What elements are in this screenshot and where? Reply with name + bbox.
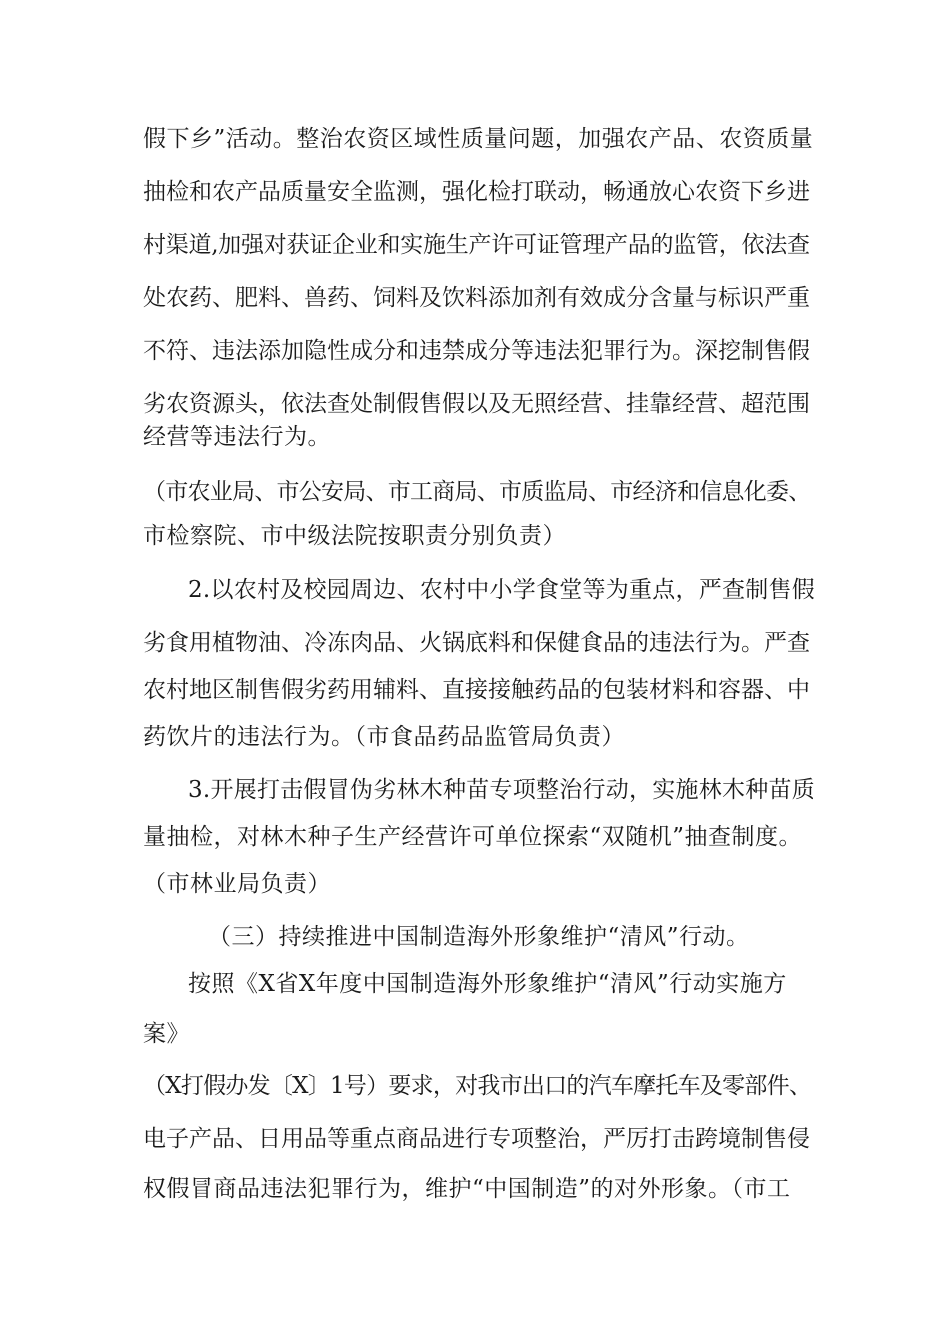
text-line: 电子产品、日用品等重点商品进行专项整治，严厉打击跨境制售侵: [143, 1126, 810, 1152]
text-line: 量抽检，对林木种子生产经营许可单位探索“双随机”抽查制度。: [143, 824, 803, 850]
text-line: （X打假办发〔X〕1号）要求，对我市出口的汽车摩托车及零部件、: [143, 1073, 812, 1099]
text-line: 村渠道,加强对获证企业和实施生产许可证管理产品的监管，依法查: [143, 232, 810, 258]
text-line: （市农业局、市公安局、市工商局、市质监局、市经济和信息化委、: [143, 479, 811, 505]
section-heading: （三）持续推进中国制造海外形象维护“清风”行动。: [208, 924, 750, 950]
text-line: 经营等违法行为。: [143, 424, 331, 450]
text-line: 案》: [143, 1021, 190, 1047]
list-item-2: 2.以农村及校园周边、农村中小学食堂等为重点，严查制售假: [188, 577, 815, 603]
text-line: （市林业局负责）: [143, 871, 331, 897]
text-line: 农村地区制售假劣药用辅料、直接接触药品的包装材料和容器、中: [143, 677, 810, 703]
text-line: 药饮片的违法行为。（市食品药品监管局负责）: [143, 724, 625, 750]
text-line: 处农药、肥料、兽药、饲料及饮料添加剂有效成分含量与标识严重: [143, 285, 810, 311]
text-line: 权假冒商品违法犯罪行为，维护“中国制造”的对外形象。（市工: [143, 1176, 791, 1202]
list-item-3: 3.开展打击假冒伪劣林木种苗专项整治行动，实施林木种苗质: [188, 777, 815, 803]
text-line: 劣食用植物油、冷冻肉品、火锅底料和保健食品的违法行为。严查: [143, 630, 810, 656]
text-line: 按照《X省X年度中国制造海外形象维护“清风”行动实施方: [188, 971, 787, 997]
text-line: 不符、违法添加隐性成分和违禁成分等违法犯罪行为。深挖制售假: [143, 338, 810, 364]
text-line: 市检察院、市中级法院按职责分别负责）: [143, 523, 566, 549]
text-line: 劣农资源头，依法查处制假售假以及无照经营、挂靠经营、超范围: [143, 391, 810, 417]
text-line: 假下乡”活动。整治农资区域性质量问题，加强农产品、农资质量: [143, 126, 814, 152]
text-line: 抽检和农产品质量安全监测，强化检打联动，畅通放心农资下乡进: [143, 179, 810, 205]
